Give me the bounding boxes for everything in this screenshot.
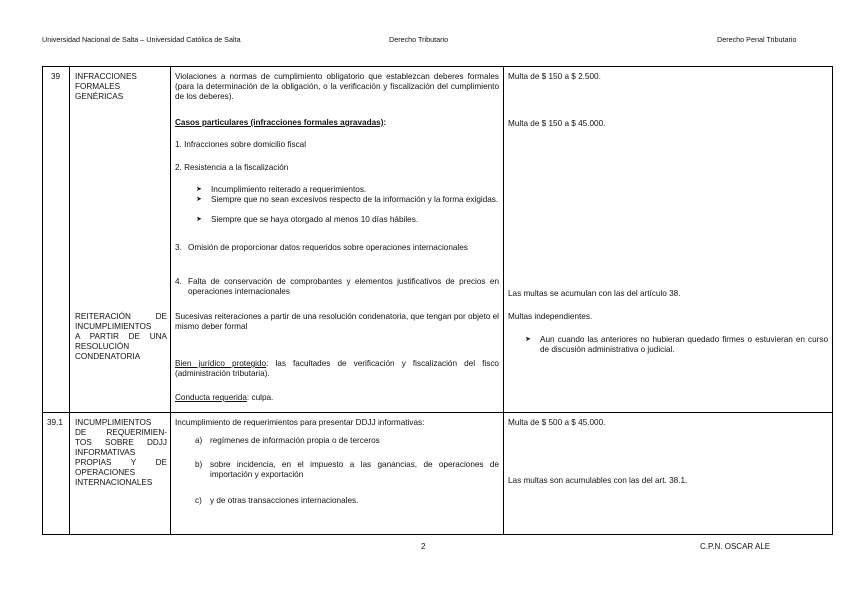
item-label: b) (195, 460, 203, 469)
footer-author: C.P.N. OSCAR ALE (700, 542, 771, 551)
protected-interest-label: Bien jurídico protegido (175, 359, 267, 368)
case-number: 4. (175, 277, 182, 286)
column-divider (170, 67, 171, 534)
header-topic: Derecho Penal Tributario (717, 35, 797, 44)
page-number: 2 (421, 542, 426, 551)
row-number: 39.1 (47, 418, 63, 427)
list-item: y de otras transacciones internacionales. (210, 496, 359, 505)
row-divider (43, 412, 832, 413)
cases-heading (175, 118, 386, 128)
row-number: 39 (51, 72, 61, 81)
row-description: Violaciones a normas de cumplimiento obligatorio que establezcan deberes formales (para la determinación de la obligación, o la verificación y fiscalización del cumplimiento de los deberes). (175, 72, 499, 101)
arrow-bullet-icon: ➤ (196, 216, 202, 223)
row-title (75, 418, 167, 488)
required-conduct-text: : culpa. (246, 393, 274, 402)
case-item: 1. Infracciones sobre domicilio fiscal (175, 140, 307, 149)
arrow-bullet-icon: ➤ (196, 196, 202, 203)
case-number: 3. (175, 243, 182, 252)
column-divider (503, 67, 504, 534)
reiteration-penalty-note: Aun cuando las anteriores no hubieran quedado firmes o estuvieran en curso de discusión administrativa o judicial. (540, 335, 828, 354)
cases-heading-text: Casos particulares (infracciones formales agravadas) (175, 118, 384, 127)
title-line: PROPIAS Y DE (75, 458, 167, 467)
title-line: INFORMATIVAS (75, 448, 136, 457)
cases-penalty: Multa de $ 150 a $ 45.000. (508, 119, 606, 128)
list-item: regímenes de información propia o de terceros (210, 436, 380, 445)
reiteration-description: Sucesivas reiteraciones a partir de una resolución condenatoria, que tengan por objeto el mismo deber formal (175, 312, 499, 331)
arrow-bullet-icon: ➤ (525, 336, 531, 343)
row-penalty: Multa de $ 500 a $ 45.000. (508, 418, 606, 427)
protected-interest (175, 359, 499, 379)
arrow-bullet-icon: ➤ (196, 186, 202, 193)
row-title: INFRACCIONES FORMALES GENÉRICAS (75, 72, 137, 101)
accumulation-note: Las multas se acumulan con las del artículo 38. (508, 289, 681, 298)
list-item: sobre incidencia, en el impuesto a las ganancias, de operaciones de importación y exportación (210, 460, 499, 479)
item-label: c) (195, 496, 202, 505)
row-penalty: Multa de $ 150 a $ 2.500. (508, 72, 601, 81)
cases-heading-colon: : (383, 118, 387, 127)
protected-interest-text: : las facultades de verificación y fiscalización del fisco (administración tributaria). (175, 359, 499, 378)
case-item: 2. Resistencia a la fiscalización (175, 163, 289, 172)
bullet-item: Siempre que se haya otorgado al menos 10 días hábiles. (211, 215, 419, 224)
reiteration-title (75, 312, 167, 362)
case-item: Omisión de proporcionar datos requeridos sobre operaciones internacionales (188, 243, 468, 252)
required-conduct (175, 393, 273, 403)
title-line: INCUMPLIMIENTOS (75, 322, 152, 331)
header-course: Derecho Tributario (389, 35, 449, 44)
header-institution: Universidad Nacional de Salta – Universidad Católica de Salta (42, 35, 241, 44)
title-line: CONDENATORIA (75, 352, 141, 361)
title-line: DE REQUERIMIEN- (75, 428, 167, 437)
title-line: OPERACIONES (75, 468, 136, 477)
title-line: REITERACIÓN DE (75, 312, 167, 321)
accumulation-note: Las multas son acumulables con las del art. 38.1. (508, 476, 688, 485)
title-line: RESOLUCIÓN (75, 342, 130, 351)
title-line: TOS SOBRE DDJJ (75, 438, 167, 447)
infractions-table (42, 66, 833, 535)
reiteration-penalty: Multas independientes. (508, 312, 593, 321)
row-intro: Incumplimiento de requerimientos para presentar DDJJ informativas: (175, 418, 425, 427)
item-label: a) (195, 436, 203, 445)
case-item: Falta de conservación de comprobantes y elementos justificativos de precios en operaciones internacionales (188, 277, 499, 296)
bullet-item: Siempre que no sean excesivos respecto de la información y la forma exigidas. (211, 195, 499, 204)
title-line: INTERNACIONALES (75, 478, 153, 487)
required-conduct-label: Conducta requerida (175, 393, 247, 402)
bullet-item: Incumplimiento reiterado a requerimientos. (211, 185, 367, 194)
column-divider (69, 67, 70, 534)
title-line: A PARTIR DE UNA (75, 332, 167, 341)
title-line: INCUMPLIMIENTOS (75, 418, 152, 427)
